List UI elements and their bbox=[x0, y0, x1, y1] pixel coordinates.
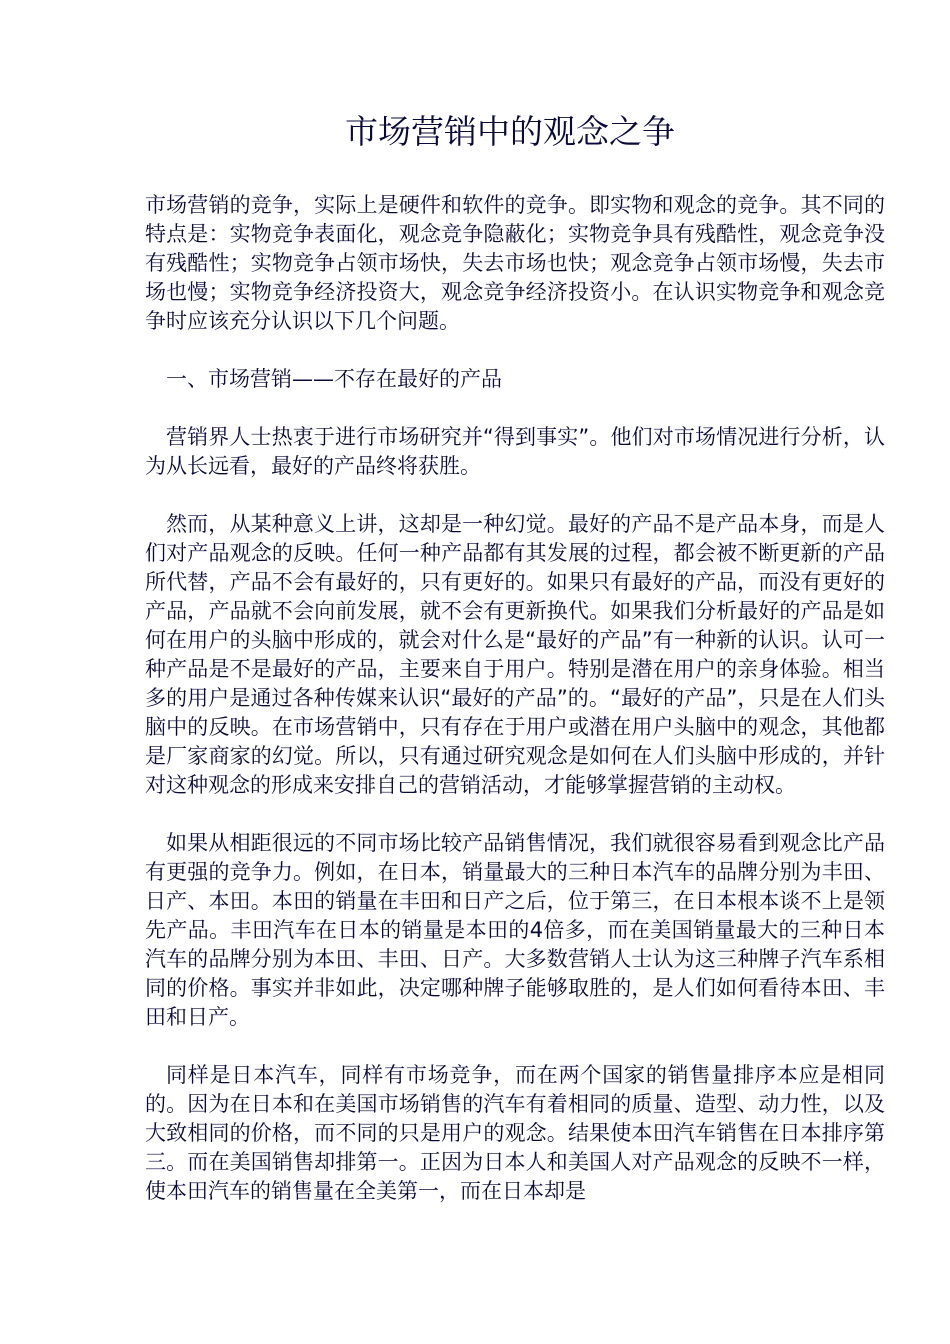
paragraph-best-product: 然而，从某种意义上讲，这却是一种幻觉。最好的产品不是产品本身，而是人们对产品观念的反映。任何一种产品都有其发展的过程，都会被不断更新的产品所代替，产品不会有最好的，只有更好的。如果只有最好的产品，而没有更好的产品，产品就不会向前发展，就不会有更新换代。如果我们分析最好的产品是如何在用户的头脑中形成的，就会对什么是“最好的产品”有一种新的认识。认可一种产品是不是最好的产品，主要来自于用户。特别是潜在用户的亲身体验。相当多的用户是通过各种传媒来认识“最好的产品”的。“最好的产品”，只是在人们头脑中的反映。在市场营销中，只有存在于用户或潜在用户头脑中的观念，其他都是厂家商家的幻觉。所以，只有通过研究观念是如何在人们头脑中形成的，并针对这种观念的形成来安排自己的营销活动，才能够掌握营销的主动权。 bbox=[145, 512, 885, 797]
paragraph-honda-ranking: 同样是日本汽车，同样有市场竞争，而在两个国家的销售量排序本应是相同的。因为在日本和在美国市场销售的汽车有着相同的质量、造型、动力性，以及大致相同的价格，而不同的只是用户的观念。结果使本田汽车销售在日本排序第三。而在美国销售却排第一。正因为日本人和美国人对产品观念的反映不一样，使本田汽车的销售量在全美第一，而在日本却是 bbox=[145, 1063, 885, 1203]
section-heading-1: 一、市场营销——不存在最好的产品 bbox=[166, 367, 502, 391]
paragraph-japan-cars: 如果从相距很远的不同市场比较产品销售情况，我们就很容易看到观念比产品有更强的竞争力。例如，在日本，销量最大的三种日本汽车的品牌分别为丰田、日产、本田。本田的销量在丰田和日产之后，位于第三，在日本根本谈不上是领先产品。丰田汽车在日本的销量是本田的4倍多，而在美国销量最大的三种日本汽车的品牌分别为本田、丰田、日产。大多数营销人士认为这三种牌子汽车系相同的价格。事实并非如此，决定哪种牌子能够取胜的，是人们如何看待本田、丰田和日产。 bbox=[145, 831, 885, 1029]
document-body bbox=[145, 191, 885, 1235]
document-title: 市场营销中的观念之争 bbox=[345, 112, 675, 151]
paragraph-market-research: 营销界人士热衷于进行市场研究并“得到事实”。他们对市场情况进行分析，认为从长远看，最好的产品终将获胜。 bbox=[145, 425, 885, 478]
paragraph-intro: 市场营销的竞争，实际上是硬件和软件的竞争。即实物和观念的竞争。其不同的特点是：实物竞争表面化，观念竞争隐蔽化；实物竞争具有残酷性，观念竞争没有残酷性；实物竞争占领市场快，失去市场也快；观念竞争占领市场慢，失去市场也慢；实物竞争经济投资大，观念竞争经济投资小。在认识实物竞争和观念竞争时应该充分认识以下几个问题。 bbox=[145, 193, 885, 333]
